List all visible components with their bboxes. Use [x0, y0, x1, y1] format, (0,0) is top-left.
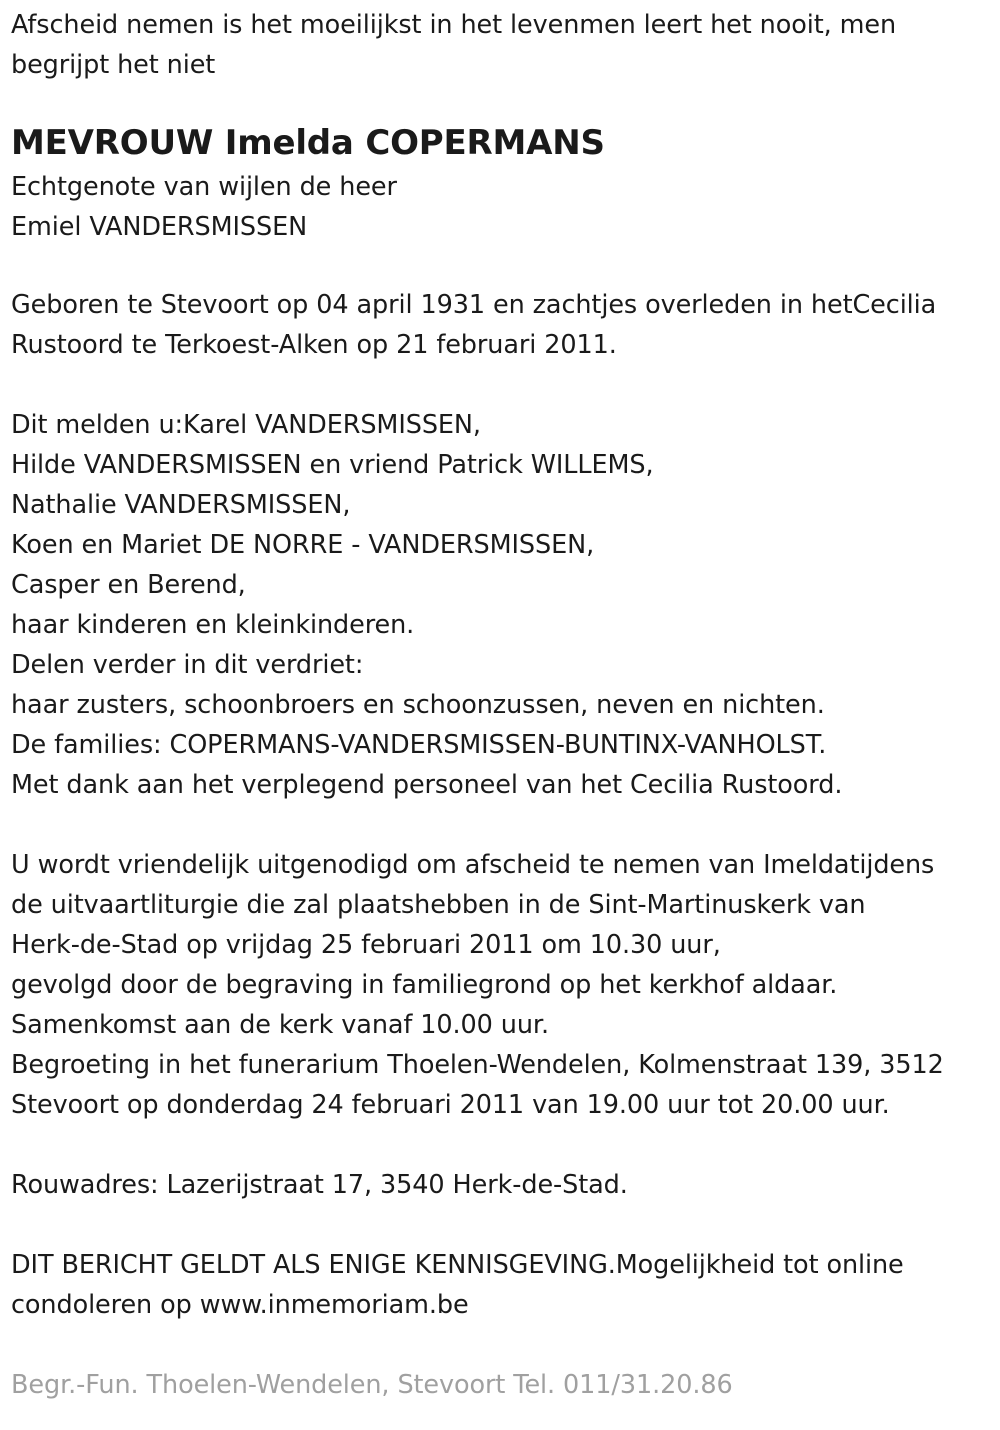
spacer	[11, 1205, 996, 1245]
family-line: haar zusters, schoonbroers en schoonzussen, neven en nichten.	[11, 690, 825, 720]
notice	[11, 1245, 996, 1325]
ceremony-line: gevolgd door de begraving in familiegrond op het kerkhof aldaar.	[11, 970, 838, 1000]
deceased-name: MEVROUW Imelda COPERMANS	[11, 123, 605, 163]
family-line: Casper en Berend,	[11, 570, 246, 600]
family-list	[11, 405, 996, 805]
ceremony-line: Begroeting in het funerarium Thoelen-Wendelen, Kolmenstraat 139, 3512	[11, 1050, 944, 1080]
notice-line: DIT BERICHT GELDT ALS ENIGE KENNISGEVING.Mogelijkheid tot online	[11, 1250, 904, 1280]
spacer	[11, 805, 996, 845]
spacer	[11, 247, 996, 285]
ceremony-line: de uitvaartliturgie die zal plaatshebben in de Sint-Martinuskerk van	[11, 890, 866, 920]
spouse-line: Emiel VANDERSMISSEN	[11, 212, 308, 242]
spacer	[11, 1125, 996, 1165]
mourning-address: Rouwadres: Lazerijstraat 17, 3540 Herk-de-Stad.	[11, 1170, 628, 1200]
family-line: haar kinderen en kleinkinderen.	[11, 610, 415, 640]
spacer	[11, 1325, 996, 1365]
birth-death-line: Geboren te Stevoort op 04 april 1931 en zachtjes overleden in hetCecilia	[11, 290, 937, 320]
family-line: De families: COPERMANS-VANDERSMISSEN-BUNTINX-VANHOLST.	[11, 730, 827, 760]
ceremony-line: Stevoort op donderdag 24 februari 2011 van 19.00 uur tot 20.00 uur.	[11, 1090, 890, 1120]
motto	[11, 5, 996, 85]
birth-death-line: Rustoord te Terkoest-Alken op 21 februari 2011.	[11, 330, 617, 360]
family-line: Dit melden u:Karel VANDERSMISSEN,	[11, 410, 481, 440]
spouse-line: Echtgenote van wijlen de heer	[11, 172, 397, 202]
family-line: Koen en Mariet DE NORRE - VANDERSMISSEN,	[11, 530, 595, 560]
ceremony-info	[11, 845, 996, 1125]
notice-line: condoleren op www.inmemoriam.be	[11, 1290, 469, 1320]
motto-line: Afscheid nemen is het moeilijkst in het levenmen leert het nooit, men	[11, 10, 897, 40]
family-line: Met dank aan het verplegend personeel van het Cecilia Rustoord.	[11, 770, 843, 800]
ceremony-line: Samenkomst aan de kerk vanaf 10.00 uur.	[11, 1010, 549, 1040]
ceremony-line: Herk-de-Stad op vrijdag 25 februari 2011 om 10.30 uur,	[11, 930, 721, 960]
family-line: Nathalie VANDERSMISSEN,	[11, 490, 351, 520]
spouse-info	[11, 167, 996, 247]
funeral-home-footer: Begr.-Fun. Thoelen-Wendelen, Stevoort Tel. 011/31.20.86	[11, 1370, 733, 1400]
ceremony-line: U wordt vriendelijk uitgenodigd om afscheid te nemen van Imeldatijdens	[11, 850, 935, 880]
motto-line: begrijpt het niet	[11, 50, 216, 80]
family-line: Hilde VANDERSMISSEN en vriend Patrick WILLEMS,	[11, 450, 654, 480]
spacer	[11, 365, 996, 405]
obituary-notice	[11, 5, 996, 1405]
family-line: Delen verder in dit verdriet:	[11, 650, 364, 680]
birth-death-info	[11, 285, 996, 365]
